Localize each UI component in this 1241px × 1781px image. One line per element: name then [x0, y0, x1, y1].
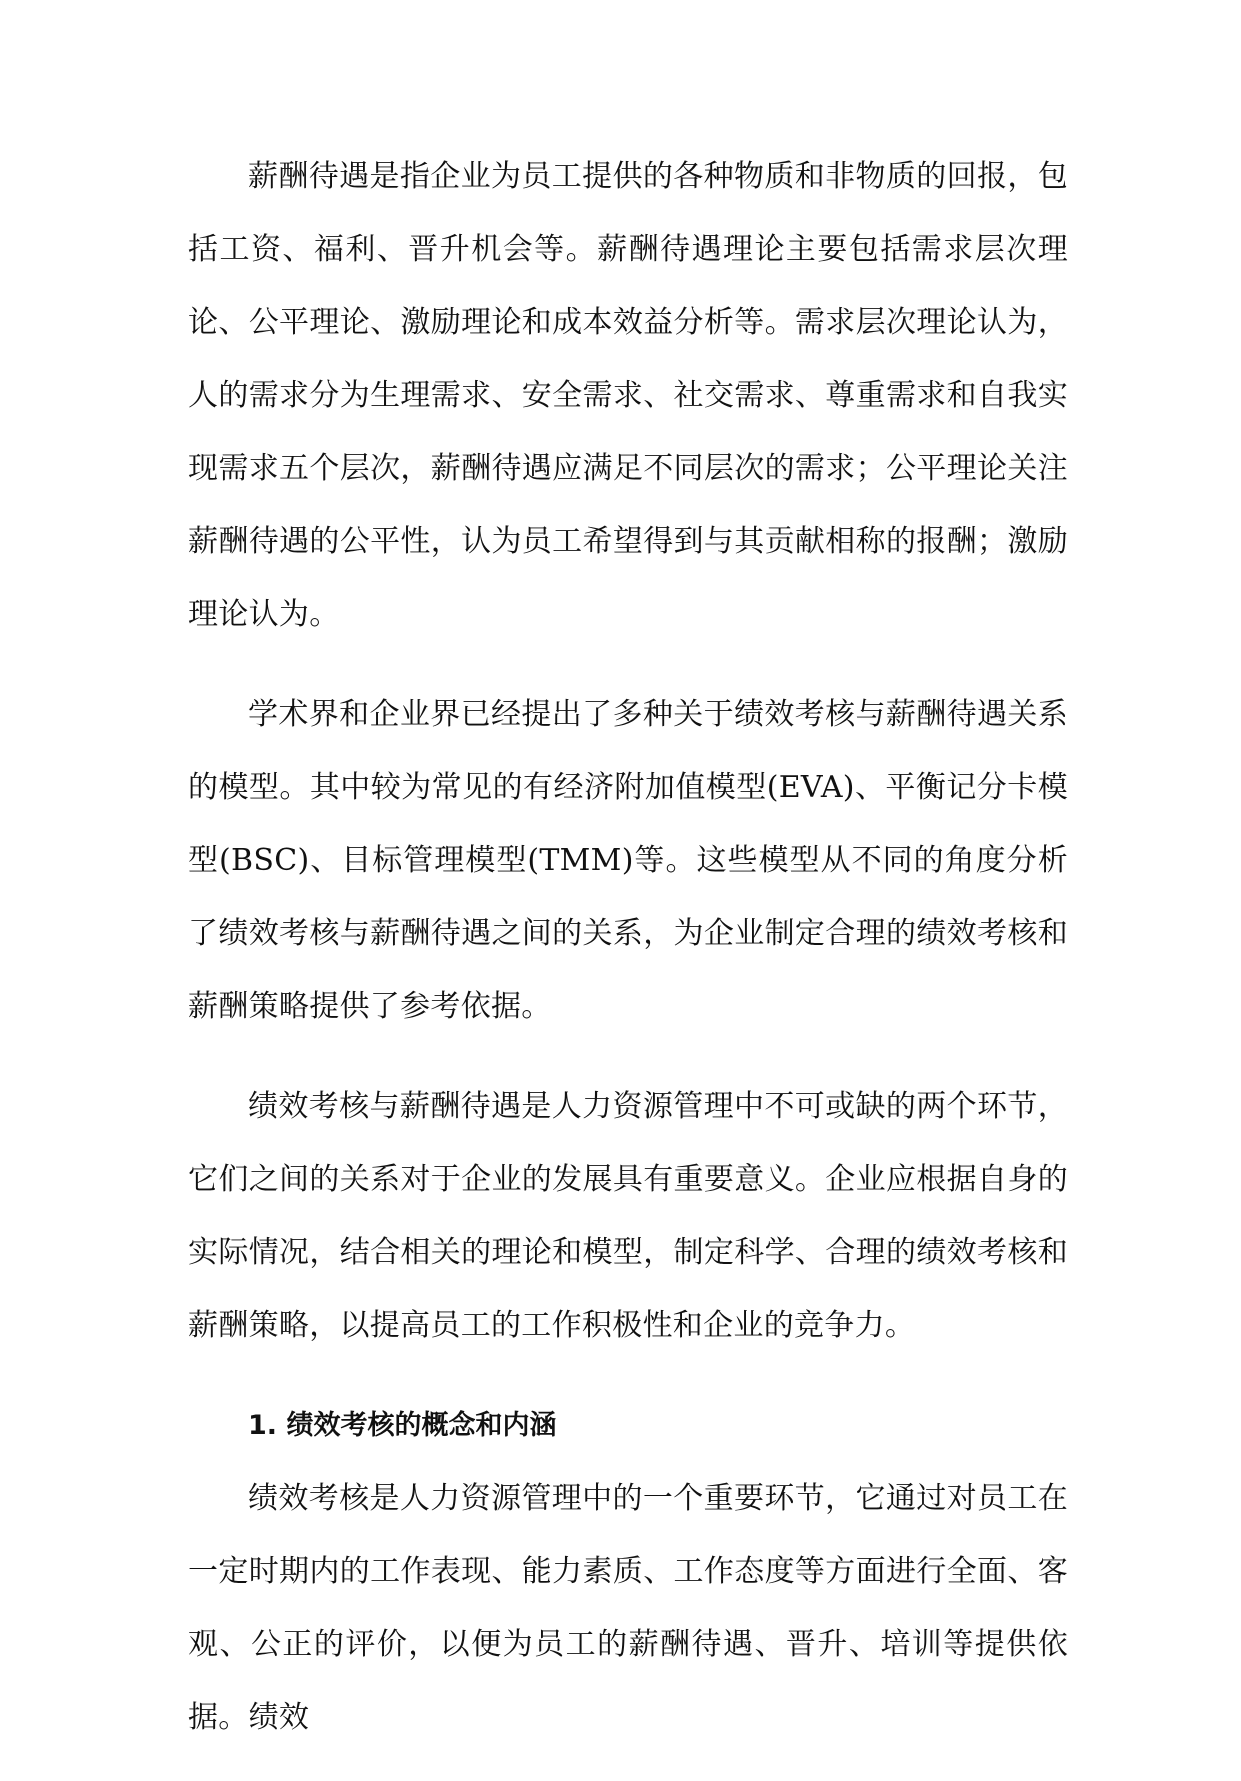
paragraph-relationship-models: 学术界和企业界已经提出了多种关于绩效考核与薪酬待遇关系的模型。其中较为常见的有经济附加值模型(EVA)、平衡记分卡模型(BSC)、目标管理模型(TMM)等。这些模型从不同的角度分析了绩效考核与薪酬待遇之间的关系，为企业制定合理的绩效考核和薪酬策略提供了参考依据。	[188, 697, 1068, 1024]
paragraph-compensation-theory: 薪酬待遇是指企业为员工提供的各种物质和非物质的回报，包括工资、福利、晋升机会等。薪酬待遇理论主要包括需求层次理论、公平理论、激励理论和成本效益分析等。需求层次理论认为，人的需求分为生理需求、安全需求、社交需求、尊重需求和自我实现需求五个层次，薪酬待遇应满足不同层次的需求；公平理论关注薪酬待遇的公平性，认为员工希望得到与其贡献相称的报酬；激励理论认为。	[188, 159, 1068, 632]
document-page	[188, 140, 1068, 1781]
paragraph-performance-definition: 绩效考核是人力资源管理中的一个重要环节，它通过对员工在一定时期内的工作表现、能力素质、工作态度等方面进行全面、客观、公正的评价，以便为员工的薪酬待遇、晋升、培训等提供依据。绩效	[188, 1481, 1068, 1735]
paragraph-summary: 绩效考核与薪酬待遇是人力资源管理中不可或缺的两个环节，它们之间的关系对于企业的发展具有重要意义。企业应根据自身的实际情况，结合相关的理论和模型，制定科学、合理的绩效考核和薪酬策略，以提高员工的工作积极性和企业的竞争力。	[188, 1089, 1068, 1343]
section-heading: 1. 绩效考核的概念和内涵	[248, 1410, 557, 1441]
